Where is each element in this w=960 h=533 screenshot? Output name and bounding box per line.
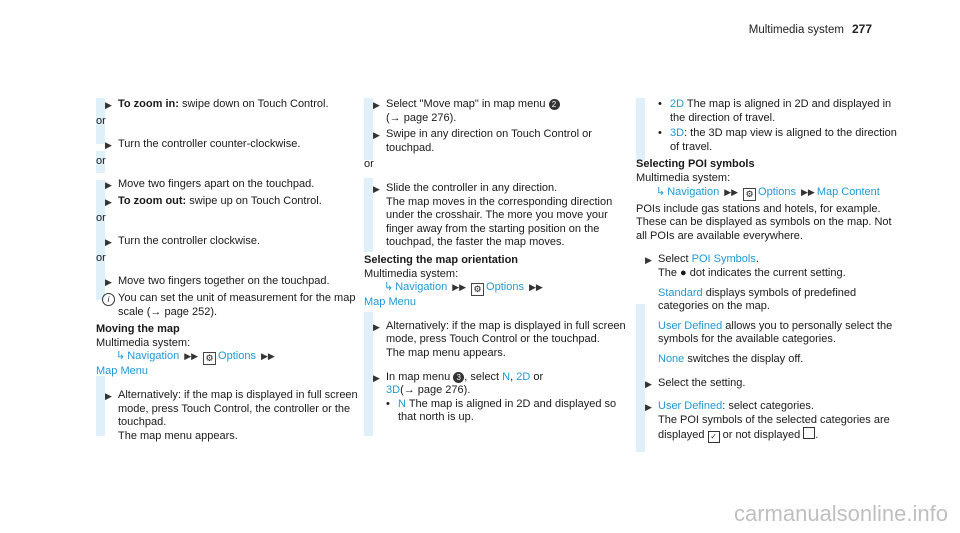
step-zoom-out — [96, 195, 364, 209]
text: The map is aligned in 2D and displayed so that north is up. — [398, 397, 617, 424]
chevron-icon: ▶▶ — [800, 186, 815, 197]
text: Select the setting. — [658, 376, 746, 389]
map-menu-path — [96, 365, 364, 379]
link-2d[interactable]: 2D — [670, 98, 685, 110]
text: swipe up on Touch Control. — [186, 194, 322, 207]
column-2 — [364, 98, 632, 425]
step-user-defined: User Defined: select categories. The POI symbols of the selected categories are displayed ✓ or not displayed . — [658, 400, 890, 442]
heading-moving-map: Moving the map — [96, 323, 180, 336]
step-turn-cw — [96, 235, 364, 249]
step-turn-ccw — [96, 138, 364, 152]
bullet-3d — [636, 127, 904, 154]
text: The map is aligned in 2D and displayed in the direction of travel. — [670, 98, 892, 124]
step-select-poi: Select POI Symbols. The ● dot indicates the current setting. — [658, 253, 846, 279]
link-2d[interactable]: 2D — [516, 370, 531, 383]
text: The map menu appears. — [386, 346, 506, 359]
text: You can set the unit of measurement for the map scale (→ page 252). — [118, 291, 356, 318]
link-poi-symbols[interactable]: POI Symbols — [691, 253, 756, 266]
text: Select — [658, 253, 692, 266]
text: In map menu — [386, 370, 454, 383]
link-user-defined[interactable]: User Defined — [658, 319, 723, 332]
step-slide — [364, 182, 632, 250]
text: (→ page 276). — [386, 111, 457, 124]
link-navigation[interactable]: Navigation — [667, 185, 720, 198]
link-user-defined[interactable]: User Defined — [658, 400, 723, 413]
link-standard[interactable]: Standard — [658, 286, 703, 299]
text: Swipe in any direction on Touch Control or touchpad. — [386, 128, 592, 154]
step-zoom-in — [96, 98, 364, 112]
or-text: or — [96, 251, 106, 264]
map-menu-path — [364, 296, 632, 310]
callout-2: 2 — [549, 99, 560, 110]
section-title: Multimedia system — [748, 24, 844, 36]
step-fingers-apart — [96, 178, 364, 192]
text: Turn the controller counter-clockwise. — [118, 138, 301, 151]
bullet-n — [364, 398, 632, 425]
text: Turn the controller clockwise. — [118, 235, 261, 248]
link-map-menu[interactable]: Map Menu — [364, 296, 416, 309]
step-swipe — [364, 128, 632, 155]
watermark: carmanualsonline.info — [733, 501, 948, 526]
text: : the 3D map view is aligned to the direction of travel. — [670, 127, 897, 153]
link-n[interactable]: N — [502, 370, 511, 383]
poi-desc: POIs include gas stations and hotels, for example. These can be displayed as symbols on the map. Not all POIs are available everywhere. — [636, 202, 892, 242]
text: Select "Move map" in map menu — [386, 98, 549, 110]
link-options[interactable]: Options — [486, 281, 524, 294]
column-3 — [636, 98, 904, 443]
option-none — [636, 353, 904, 367]
step-fingers-together — [96, 275, 364, 289]
info-note — [96, 292, 364, 319]
link-3d[interactable]: 3D — [670, 127, 685, 140]
page-header — [749, 22, 872, 36]
link-options[interactable]: Options — [218, 350, 256, 363]
text: The POI symbols of the selected categories are displayed — [658, 413, 890, 442]
gear-icon: ⚙ — [471, 283, 484, 296]
chevron-icon: ▶▶ — [528, 282, 543, 293]
heading-orientation: Selecting the map orientation — [364, 253, 519, 266]
heading-poi: Selecting POI symbols — [636, 158, 755, 171]
link-navigation[interactable]: Navigation — [395, 281, 448, 294]
or-text: or — [96, 114, 106, 127]
callout-3: 3 — [453, 372, 464, 383]
text: (→ page 276). — [400, 384, 471, 397]
checkbox-checked-icon: ✓ — [708, 431, 720, 443]
gear-icon: ⚙ — [743, 188, 756, 201]
link-none[interactable]: None — [658, 352, 685, 365]
return-arrow-icon: ↳ — [384, 281, 394, 294]
step-select-orientation: In map menu 3 , select N, 2D or 3D(→ page 276). — [386, 370, 544, 397]
or-text: or — [96, 154, 106, 167]
checkbox-empty-icon — [803, 427, 815, 439]
ms-label: Multimedia system: — [96, 336, 191, 349]
bullet-2d — [636, 98, 904, 125]
return-arrow-icon: ↳ — [116, 350, 126, 363]
text: The ● dot indicates the current setting. — [658, 266, 846, 279]
or-text: or — [96, 211, 106, 224]
column-1 — [96, 98, 364, 443]
or-text: or — [364, 158, 374, 171]
step-select-setting — [636, 377, 904, 391]
ms-label: Multimedia system: — [364, 267, 459, 280]
link-navigation[interactable]: Navigation — [127, 350, 180, 363]
text: displays symbols of predefined categories on the map. — [658, 286, 857, 313]
chevron-icon: ▶▶ — [452, 282, 467, 293]
page-number: 277 — [851, 22, 872, 36]
ms-label: Multimedia system: — [636, 171, 731, 184]
text: The map menu appears. — [118, 429, 238, 442]
menu-path — [636, 186, 904, 201]
option-user-defined — [636, 320, 904, 347]
text: swipe down on Touch Control. — [178, 98, 329, 110]
step-alternatively — [96, 389, 364, 443]
label: To zoom out: — [118, 194, 187, 207]
text: or not displayed — [719, 429, 804, 442]
chevron-icon: ▶▶ — [184, 351, 199, 362]
menu-path — [364, 281, 632, 296]
text: Move two fingers together on the touchpad. — [118, 275, 330, 288]
text: switches the display off. — [684, 352, 804, 365]
link-map-menu[interactable]: Map Menu — [96, 365, 148, 378]
info-icon: i — [102, 293, 115, 306]
text: or — [530, 370, 544, 383]
step-alternatively — [364, 320, 632, 361]
text: , select — [464, 370, 503, 383]
text: Alternatively: if the map is displayed in full screen mode, press Touch Control or the touchpad. — [386, 319, 626, 346]
text: : select categories. — [722, 400, 814, 413]
link-options[interactable]: Options — [758, 185, 796, 198]
text: Move two fingers apart on the touchpad. — [118, 178, 315, 191]
chevron-icon: ▶▶ — [724, 186, 739, 197]
step-move-map — [364, 98, 632, 125]
chevron-icon: ▶▶ — [260, 351, 275, 362]
menu-path — [96, 350, 364, 365]
gear-icon: ⚙ — [203, 352, 216, 365]
return-arrow-icon: ↳ — [656, 185, 666, 198]
label: To zoom in: — [118, 98, 179, 110]
text: Slide the controller in any direction. — [386, 181, 558, 194]
link-n[interactable]: N — [398, 397, 406, 410]
text: allows you to personally select the symbols for the available categories. — [658, 319, 893, 346]
link-3d[interactable]: 3D — [386, 384, 401, 397]
link-map-content[interactable]: Map Content — [816, 185, 880, 198]
option-standard — [636, 287, 904, 314]
text: The map moves in the corresponding direction under the crosshair. The more you move your finger away from the starting position on the touchpad, the faster the map moves. — [386, 195, 613, 249]
text: Alternatively: if the map is displayed in full screen mode, press Touch Control, the controller or the touchpad. — [118, 388, 358, 429]
